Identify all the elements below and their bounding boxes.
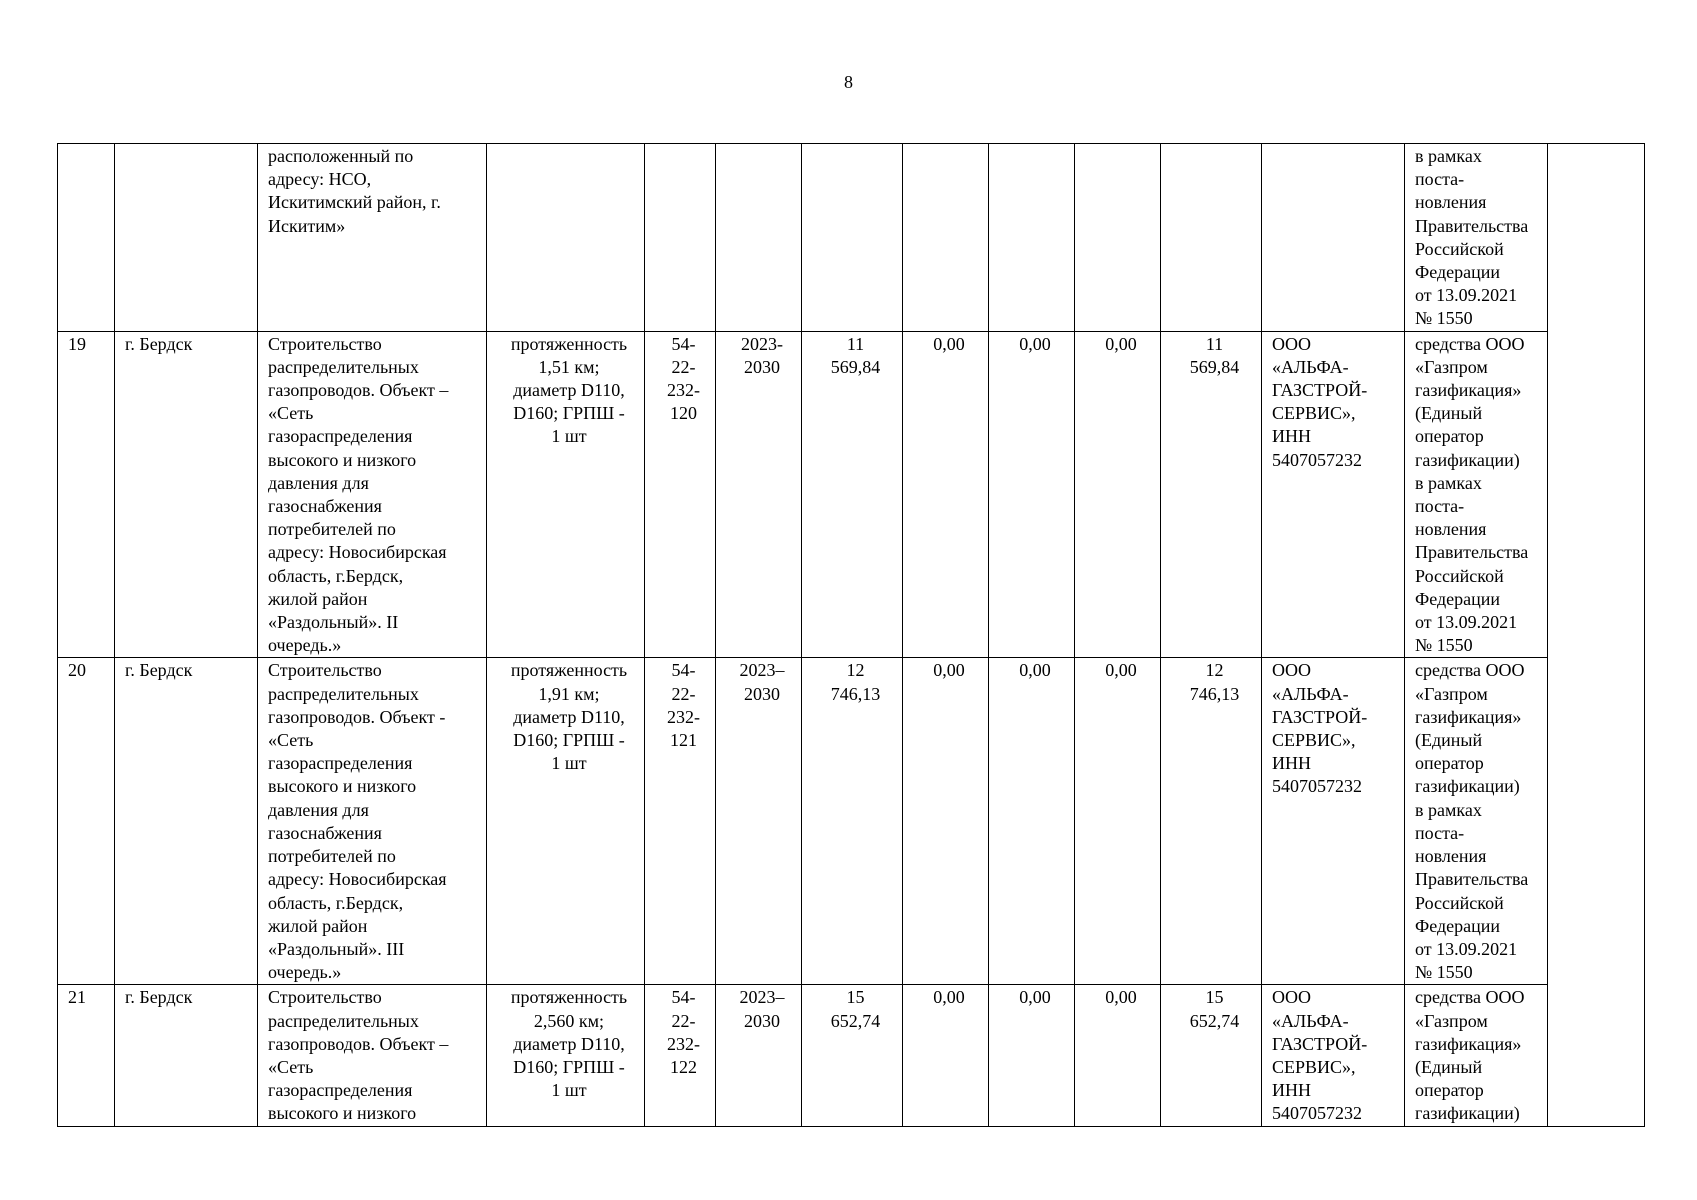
cell-cost-2: 0,00: [989, 331, 1075, 658]
cell-municipality: г. Бердск: [115, 658, 258, 985]
cell-total-cost: 11 569,84: [802, 331, 903, 658]
cell-executor: ООО «АЛЬФА- ГАЗСТРОЙ- СЕРВИС», ИНН 5407057232: [1262, 985, 1405, 1126]
cell-period: 2023- 2030: [716, 331, 802, 658]
cell-funding-source: средства ООО «Газпром газификация» (Единый оператор газификации) в рамках поста- новления Правительства Российской Федерации от 13.09.2021 № 1550: [1405, 331, 1548, 658]
cell-code: 54- 22- 232- 121: [645, 658, 716, 985]
table-row: [58, 144, 1645, 332]
cell-cost-4: 11 569,84: [1161, 331, 1262, 658]
cell-code: 54- 22- 232- 122: [645, 985, 716, 1126]
cell-funding-source: в рамках поста- новления Правительства Российской Федерации от 13.09.2021 № 1550: [1405, 144, 1548, 332]
cell-object-name: Строительство распределительных газопроводов. Объект - «Сеть газораспределения высокого и низкого давления для газоснабжения потребителей по адресу: Новосибирская область, г.Бердск, жилой район «Раздольный». III очередь.»: [258, 658, 487, 985]
cell-cost-4: 12 746,13: [1161, 658, 1262, 985]
cell-parameters: протяженность 1,51 км; диаметр D110, D160; ГРПШ - 1 шт: [487, 331, 645, 658]
cell-cost-3: 0,00: [1075, 985, 1161, 1126]
cell-municipality: г. Бердск: [115, 985, 258, 1126]
table-row: [58, 985, 1645, 1126]
cell-number: [58, 144, 115, 332]
investment-table: [57, 143, 1645, 1127]
cell-period: [716, 144, 802, 332]
cell-cost-3: [1075, 144, 1161, 332]
cell-cost-1: 0,00: [903, 331, 989, 658]
cell-cost-4: 15 652,74: [1161, 985, 1262, 1126]
cell-cost-2: 0,00: [989, 658, 1075, 985]
cell-parameters: [487, 144, 645, 332]
cell-number: 21: [58, 985, 115, 1126]
cell-object-name: Строительство распределительных газопроводов. Объект – «Сеть газораспределения высокого и низкого давления для газоснабжения потребителей по адресу: Новосибирская область, г.Бердск, жилой район «Раздольный». II очередь.»: [258, 331, 487, 658]
cell-cost-1: 0,00: [903, 658, 989, 985]
cell-cost-3: 0,00: [1075, 331, 1161, 658]
cell-total-cost: 15 652,74: [802, 985, 903, 1126]
cell-cost-1: [903, 144, 989, 332]
cell-cost-2: [989, 144, 1075, 332]
cell-code: 54- 22- 232- 120: [645, 331, 716, 658]
cell-cost-2: 0,00: [989, 985, 1075, 1126]
cell-total-cost: 12 746,13: [802, 658, 903, 985]
cell-municipality: [115, 144, 258, 332]
cell-funding-source: средства ООО «Газпром газификация» (Единый оператор газификации) в рамках поста- новления Правительства Российской Федерации от 13.09.2021 № 1550: [1405, 658, 1548, 985]
cell-executor: ООО «АЛЬФА- ГАЗСТРОЙ- СЕРВИС», ИНН 5407057232: [1262, 658, 1405, 985]
page-number: 8: [844, 72, 853, 92]
cell-cost-4: [1161, 144, 1262, 332]
cell-municipality: г. Бердск: [115, 331, 258, 658]
cell-period: 2023– 2030: [716, 985, 802, 1126]
cell-executor: ООО «АЛЬФА- ГАЗСТРОЙ- СЕРВИС», ИНН 5407057232: [1262, 331, 1405, 658]
cell-code: [645, 144, 716, 332]
cell-cost-3: 0,00: [1075, 658, 1161, 985]
cell-number: 19: [58, 331, 115, 658]
cell-object-name: Строительство распределительных газопроводов. Объект – «Сеть газораспределения высокого и низкого: [258, 985, 487, 1126]
cell-executor: [1262, 144, 1405, 332]
cell-number: 20: [58, 658, 115, 985]
table-row: [58, 658, 1645, 985]
cell-parameters: протяженность 2,560 км; диаметр D110, D160; ГРПШ - 1 шт: [487, 985, 645, 1126]
cell-cost-1: 0,00: [903, 985, 989, 1126]
cell-period: 2023– 2030: [716, 658, 802, 985]
cell-funding-source: средства ООО «Газпром газификация» (Единый оператор газификации): [1405, 985, 1548, 1126]
cell-empty: [1548, 144, 1645, 1127]
table-row: [58, 331, 1645, 658]
cell-object-name: расположенный по адресу: НСО, Искитимский район, г. Искитим»: [258, 144, 487, 332]
cell-total-cost: [802, 144, 903, 332]
cell-parameters: протяженность 1,91 км; диаметр D110, D160; ГРПШ - 1 шт: [487, 658, 645, 985]
